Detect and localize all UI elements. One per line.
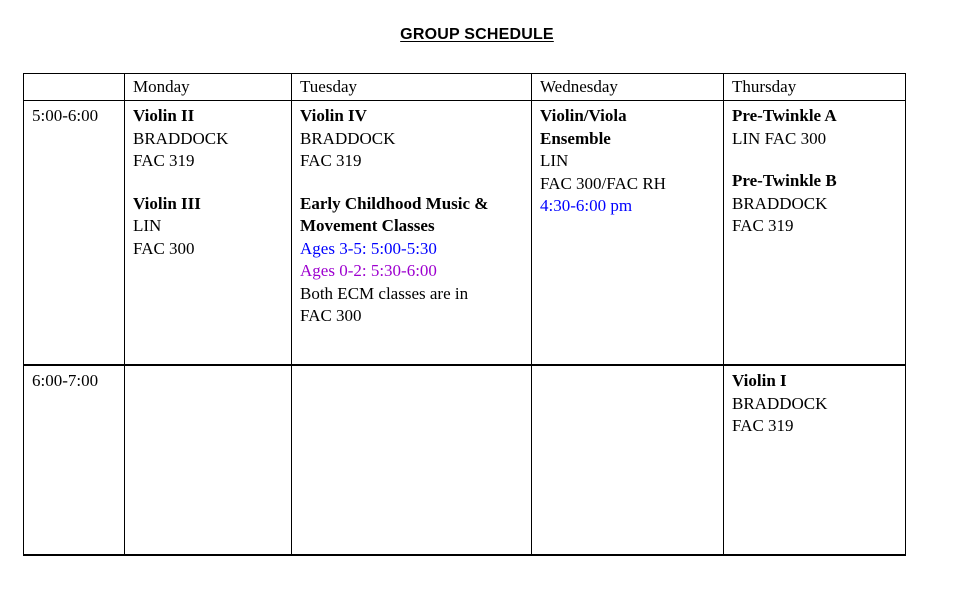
cell-thursday-5-6 [724, 101, 906, 366]
cell-wednesday-6-7 [532, 365, 724, 555]
class-teacher: BRADDOCK [300, 128, 396, 148]
class-teacher: LIN [133, 216, 162, 236]
block-spacer [732, 150, 905, 170]
class-room: FAC 319 [300, 151, 362, 171]
table-row [24, 365, 906, 555]
class-block [732, 370, 905, 437]
class-teacher: BRADDOCK [133, 128, 229, 148]
class-teacher: BRADDOCK [732, 193, 828, 213]
page-title-container [0, 26, 954, 44]
ecm-ages-3-5-time: Ages 3-5: 5:00-5:30 [300, 238, 437, 258]
class-name-line-1: Violin/Viola [540, 106, 627, 126]
column-header-thursday: Thursday [724, 74, 906, 101]
time-slot-label: 6:00-7:00 [24, 365, 125, 555]
cell-wednesday-5-6 [532, 101, 724, 366]
class-room: FAC 319 [133, 151, 195, 171]
ecm-note-line-1: Both ECM classes are in [300, 283, 469, 303]
class-name-line-2: Ensemble [540, 128, 611, 148]
class-name: Violin IV [300, 106, 367, 126]
cell-tuesday-6-7 [292, 365, 532, 555]
class-name: Pre-Twinkle B [732, 171, 837, 191]
column-header-tuesday: Tuesday [292, 74, 532, 101]
table-row [24, 101, 906, 366]
ecm-note-line-2: FAC 300 [300, 305, 362, 325]
class-teacher: BRADDOCK [732, 393, 828, 413]
class-teacher-room: LIN FAC 300 [732, 128, 827, 148]
ecm-title-line-1: Early Childhood Music & [300, 193, 489, 213]
class-block [732, 170, 905, 237]
ecm-ages-0-2-time: Ages 0-2: 5:30-6:00 [300, 261, 437, 281]
cell-monday-5-6 [125, 101, 292, 366]
class-block [133, 105, 291, 172]
class-name: Violin III [133, 193, 201, 213]
cell-tuesday-5-6 [292, 101, 532, 366]
group-schedule-table [23, 73, 906, 556]
cell-thursday-6-7 [724, 365, 906, 555]
block-spacer [133, 173, 291, 193]
class-teacher: LIN [540, 151, 569, 171]
table-header-row [24, 74, 906, 101]
class-time: 4:30-6:00 pm [540, 196, 633, 216]
class-room: FAC 300/FAC RH [540, 173, 666, 193]
column-header-monday: Monday [125, 74, 292, 101]
class-room: FAC 319 [732, 216, 794, 236]
ecm-class-block [300, 193, 531, 328]
ecm-title-line-2: Movement Classes [300, 216, 435, 236]
class-block [133, 193, 291, 260]
time-slot-label: 5:00-6:00 [24, 101, 125, 366]
block-spacer [300, 173, 531, 193]
cell-monday-6-7 [125, 365, 292, 555]
class-room: FAC 300 [133, 238, 195, 258]
column-header-wednesday: Wednesday [532, 74, 724, 101]
class-name: Violin I [732, 371, 787, 391]
class-name: Pre-Twinkle A [732, 106, 837, 126]
class-name: Violin II [133, 106, 195, 126]
column-header-time [24, 74, 125, 101]
page-title: GROUP SCHEDULE [400, 26, 554, 43]
class-block [540, 105, 723, 217]
class-room: FAC 319 [732, 416, 794, 436]
class-block [732, 105, 905, 150]
class-block [300, 105, 531, 172]
